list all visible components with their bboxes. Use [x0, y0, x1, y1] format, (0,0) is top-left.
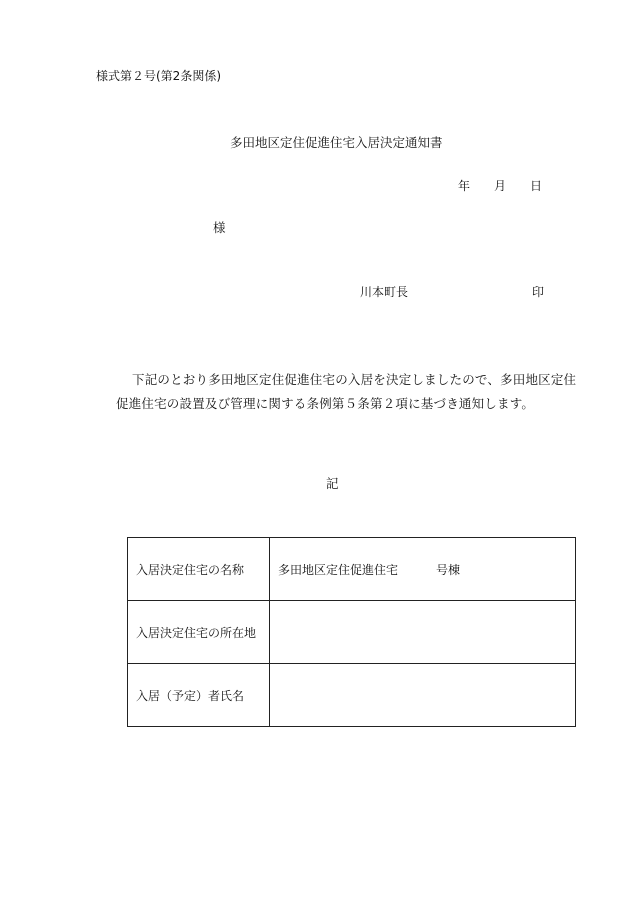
- seal-mark: 印: [532, 285, 545, 299]
- notice-body: 下記のとおり多田地区定住促進住宅の入居を決定しましたので、多田地区定住促進住宅の設置及び管理に関する条例第５条第２項に基づき通知します。: [116, 372, 577, 411]
- document-title: 多田地区定住促進住宅入居決定通知書: [230, 135, 443, 150]
- table-row: [128, 664, 576, 727]
- recipient-suffix: 様: [213, 220, 226, 235]
- row-label-address: 入居決定住宅の所在地: [128, 601, 270, 664]
- date-month-label: 月: [494, 179, 507, 193]
- issuer-name: 川本町長: [360, 285, 409, 299]
- housing-name-value: 多田地区定住促進住宅: [278, 562, 399, 577]
- form-number: 様式第２号(第2条関係): [96, 69, 221, 83]
- date-year-label: 年: [458, 179, 471, 193]
- row-value-resident-name: [270, 664, 576, 727]
- row-value-housing-name: [270, 538, 576, 601]
- info-table: [127, 537, 576, 727]
- row-value-address: [270, 601, 576, 664]
- row-label-housing-name: 入居決定住宅の名称: [128, 538, 270, 601]
- date-line: [458, 178, 542, 194]
- table-row: [128, 538, 576, 601]
- building-suffix: 号棟: [436, 562, 461, 577]
- table-row: [128, 601, 576, 664]
- ki-heading: 記: [326, 476, 339, 491]
- row-label-resident-name: 入居（予定）者氏名: [128, 664, 270, 727]
- date-day-label: 日: [530, 179, 543, 193]
